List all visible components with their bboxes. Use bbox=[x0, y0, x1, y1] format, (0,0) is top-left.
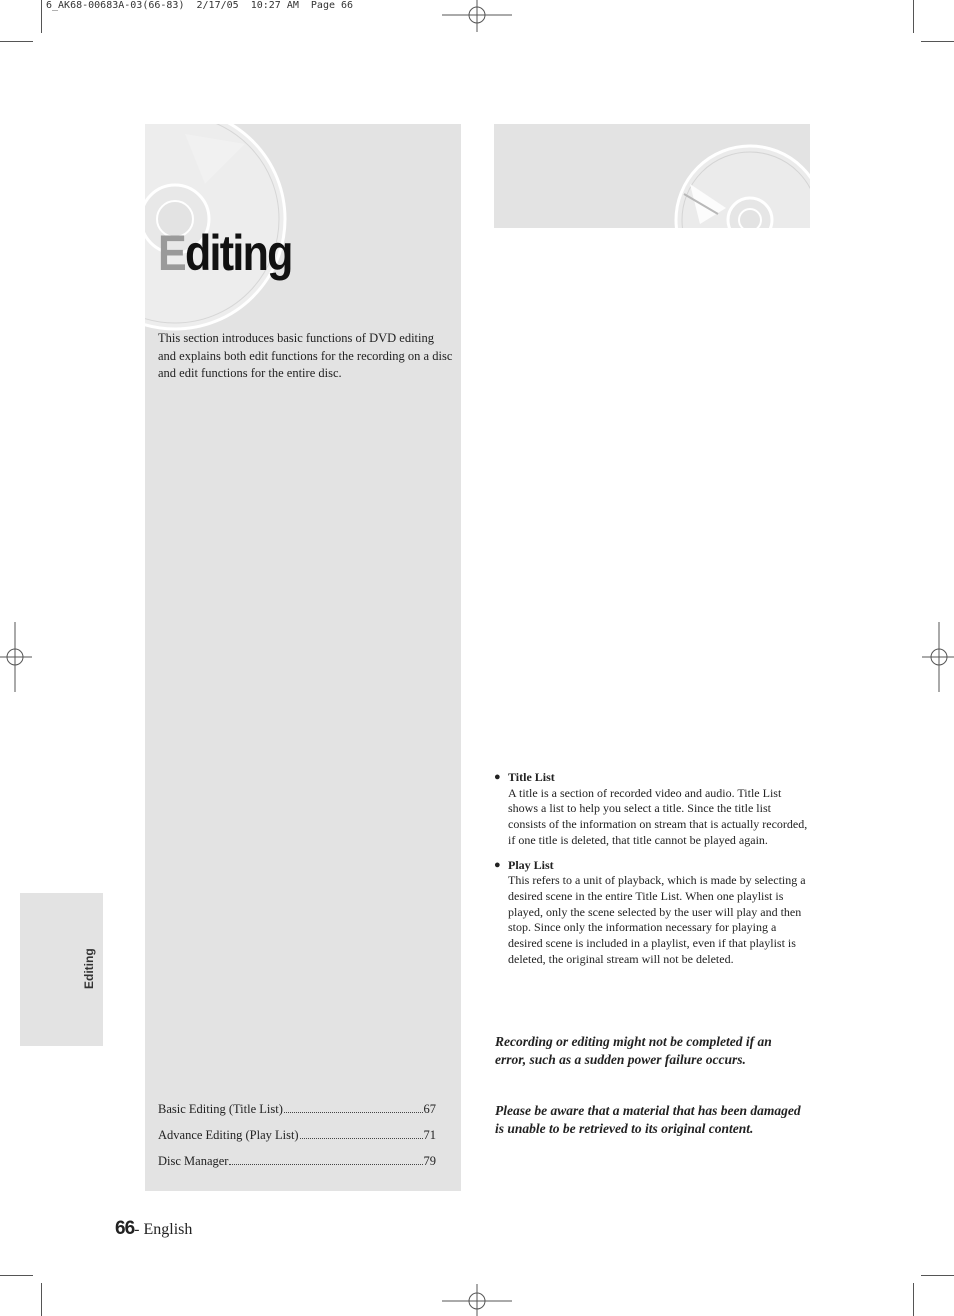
registration-mark-bottom bbox=[442, 1284, 512, 1316]
toc-item[interactable]: Basic Editing (Title List) 67 bbox=[158, 1102, 436, 1116]
list-item: ● Title List A title is a section of recorded video and audio. Title List shows a list to help you select a title. Since the title list consists of the information on stream that is actually recorded, if one title is deleted, that title cannot be played again. bbox=[494, 770, 808, 847]
disc-graphic bbox=[494, 124, 810, 228]
crop-mark bbox=[921, 1275, 954, 1276]
warning-note: Please be aware that a material that has been damaged is unable to be retrieved to its original content. bbox=[495, 1103, 801, 1136]
registration-mark-right bbox=[922, 622, 954, 692]
print-slug: 6_AK68-00683A-03(66-83) 2/17/05 10:27 AM Page 66 bbox=[46, 0, 354, 11]
toc-item[interactable]: Advance Editing (Play List) 71 bbox=[158, 1128, 436, 1142]
side-tab-label: Editing bbox=[82, 948, 96, 989]
crop-mark bbox=[921, 41, 954, 42]
bullet-icon: ● bbox=[494, 771, 501, 783]
page-footer bbox=[115, 1218, 192, 1240]
crop-mark bbox=[41, 1283, 42, 1316]
definition-list bbox=[494, 770, 810, 976]
bullet-icon: ● bbox=[494, 858, 501, 871]
crop-mark bbox=[0, 1275, 33, 1276]
list-item: ● Play List This refers to a unit of playback, which is made by selecting a desired scene in the entire Title List. When one playlist is played, only the scene selected by the user will play and then stop. Since only the information necessary for playing a desired scene is included in a playlist, even if that playlist is deleted, the original stream will not be deleted. bbox=[494, 857, 806, 966]
crop-mark bbox=[913, 0, 914, 33]
footer-language: - English bbox=[134, 1221, 193, 1238]
crop-mark bbox=[41, 0, 42, 33]
warning-note: Recording or editing might not be completed if an error, such as a sudden power failure occurs. bbox=[495, 1034, 772, 1067]
chapter-panel bbox=[145, 124, 461, 1191]
crop-mark bbox=[0, 41, 33, 42]
page-number: 66 bbox=[115, 1218, 135, 1239]
header-panel bbox=[494, 124, 810, 228]
registration-mark-left bbox=[0, 622, 32, 692]
registration-mark-top bbox=[442, 0, 512, 32]
toc-item[interactable]: Disc Manager 79 bbox=[158, 1154, 436, 1168]
crop-mark bbox=[913, 1283, 914, 1316]
table-of-contents bbox=[158, 1102, 436, 1180]
side-tab bbox=[20, 893, 103, 1046]
page-title: Editing bbox=[158, 225, 292, 281]
section-intro: This section introduces basic functions of DVD editing and explains both edit functions for the recording on a disc and edit functions for the entire disc. bbox=[158, 331, 453, 380]
